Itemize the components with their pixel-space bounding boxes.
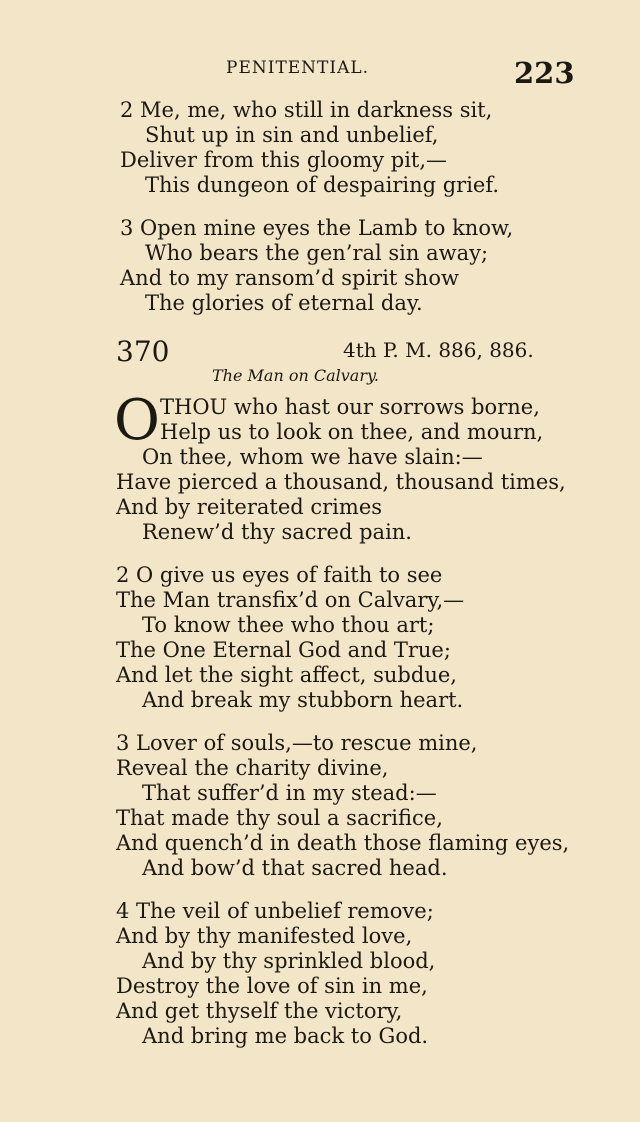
hymn-meter: 4th P. M. 886, 886. [343,338,534,362]
verse-line: That suffer’d in my stead:— [142,781,437,805]
verse-line: Who bears the gen’ral sin away; [145,241,489,265]
verse-line: Renew’d thy sacred pain. [142,520,412,544]
verse-line: And by thy manifested love, [116,924,413,948]
verse-line: 2 Me, me, who still in darkness sit, [120,98,493,122]
verse-line: 3 Lover of souls,—to rescue mine, [116,731,478,755]
verse-line: 4 The veil of unbelief remove; [116,899,434,923]
verse-line: And by reiterated crimes [116,495,383,519]
verse-line: 2 O give us eyes of faith to see [116,563,443,587]
verse-line: 3 Open mine eyes the Lamb to know, [120,216,514,240]
verse-line: The One Eternal God and True; [116,638,451,662]
hymn-title: The Man on Calvary. [212,366,379,385]
page-number: 223 [514,56,575,90]
verse-line: On thee, whom we have slain:— [142,445,483,469]
verse-line: Have pierced a thousand, thousand times, [116,470,566,494]
verse-line: And bring me back to God. [142,1024,429,1048]
verse-line: And quench’d in death those flaming eyes, [116,831,570,855]
verse-line: To know thee who thou art; [142,613,435,637]
verse-line: And bow’d that sacred head. [142,856,448,880]
verse-line: Help us to look on thee, and mourn, [160,420,544,444]
verse-line: And get thyself the victory, [116,999,403,1023]
hymn-number: 370 [116,335,170,368]
drop-cap: O [114,388,160,453]
verse-line: Reveal the charity divine, [116,756,389,780]
running-header: PENITENTIAL. [226,58,370,78]
verse-line: Shut up in sin and unbelief, [145,123,439,147]
verse-line: Deliver from this gloomy pit,— [120,148,448,172]
verse-line: And by thy sprinkled blood, [142,949,436,973]
verse-line: And break my stubborn heart. [142,688,464,712]
verse-line: The glories of eternal day. [145,291,423,315]
verse-line: Destroy the love of sin in me, [116,974,428,998]
verse-line: This dungeon of despairing grief. [145,173,500,197]
verse-line: That made thy soul a sacrifice, [116,806,443,830]
verse-line: THOU who hast our sorrows borne, [160,395,540,419]
verse-line: And to my ransom’d spirit show [120,266,459,290]
verse-line: And let the sight affect, subdue, [116,663,457,687]
verse-line: The Man transfix’d on Calvary,— [116,588,465,612]
